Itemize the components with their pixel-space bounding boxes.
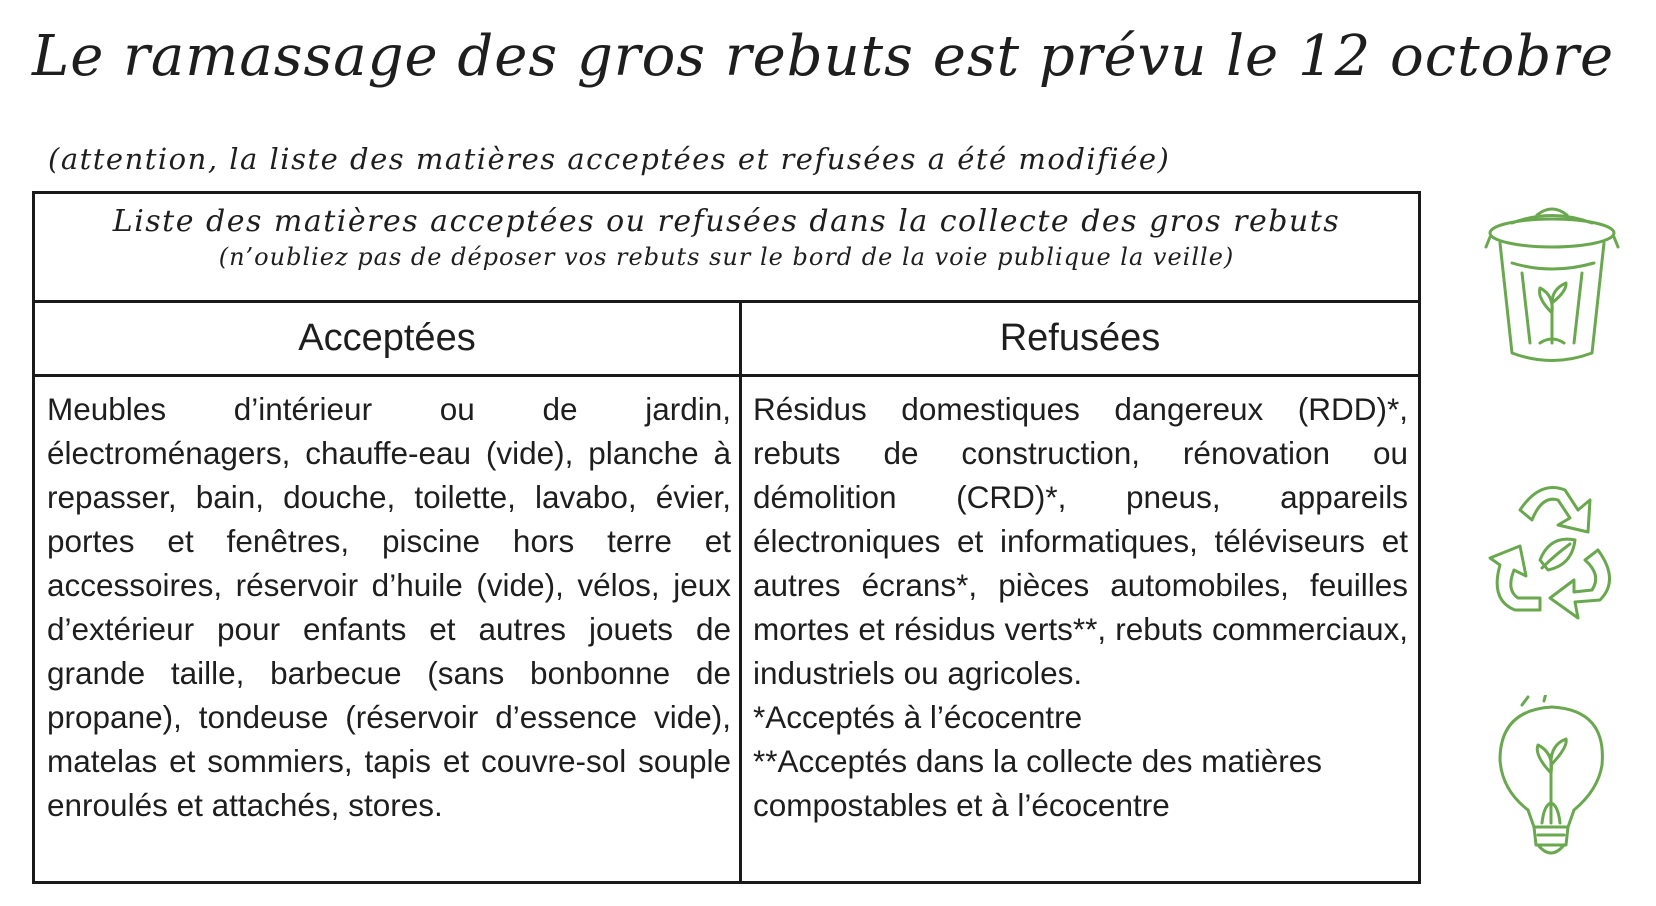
page-title — [32, 10, 1642, 206]
refused-text: Résidus domestiques dangereux (RDD)*, rebuts de construction, rénovation ou démolition (CRD)*, pneus, appareils électroniques et informatiques, téléviseurs et autres écrans*, pièces automobiles, feuilles mortes et résidus verts**, rebuts commerciaux, industriels ou agricoles. — [753, 391, 1408, 691]
refused-header: Refusées — [742, 303, 1418, 377]
column-divider — [739, 300, 742, 881]
accepted-text: Meubles d’intérieur ou de jardin, électroménagers, chauffe-eau (vide), planche à repasser, bain, douche, toilette, lavabo, évier, portes et fenêtres, piscine hors terre et accessoires, réservoir d’huile (vide), vélos, jeux d’extérieur pour enfants et autres jouets de grande taille, barbecue (sans bonbonne de propane), tondeuse (réservoir d’essence vide), matelas et sommiers, tapis et couvre-sol souple enroulés et attachés, stores. — [47, 391, 731, 823]
recycle-icon — [1470, 470, 1630, 620]
accepted-header: Acceptées — [35, 303, 739, 377]
refused-cell — [753, 387, 1408, 827]
table-caption — [35, 194, 1418, 303]
trash-can-icon — [1482, 203, 1622, 373]
caption-title: Liste des matières acceptées ou refusées dans la collecte des gros rebuts — [112, 204, 1341, 239]
footnote-ecocentre: *Acceptés à l’écocentre — [753, 699, 1083, 735]
light-bulb-icon — [1482, 695, 1622, 875]
footnote-compost: **Acceptés dans la collecte des matières compostables et à l’écocentre — [753, 743, 1323, 823]
materials-table — [32, 191, 1421, 884]
accepted-cell — [47, 387, 731, 827]
caption-subtitle: (n’oubliez pas de déposer vos rebuts sur le bord de la voie publique la veille) — [218, 243, 1235, 271]
title-text: Le ramassage des gros rebuts est prévu le 12 octobre — [32, 24, 1615, 89]
title-note: (attention, la liste des matières acceptées et refusées a été modifiée) — [48, 142, 1171, 176]
